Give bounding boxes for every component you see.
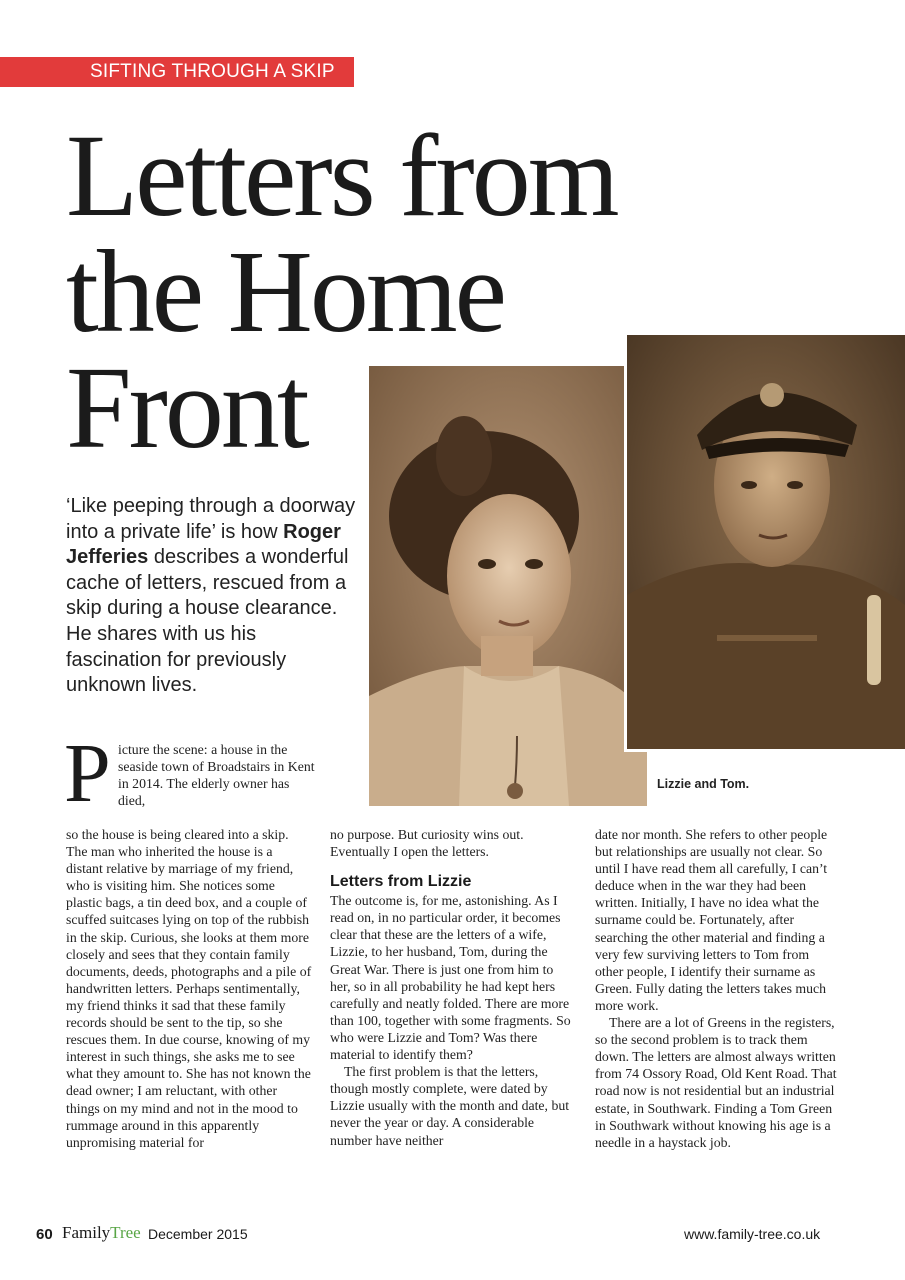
body-paragraph: no purpose. But curiosity wins out. Eventually I open the letters. xyxy=(330,827,524,860)
article-column-2 xyxy=(330,826,574,1149)
title-line-2: the Home xyxy=(66,226,505,357)
standfirst-text: ‘Like peeping through a doorway into a private life’ is how xyxy=(66,495,356,543)
tom-portrait-image xyxy=(627,335,905,749)
article-column-1 xyxy=(66,826,312,1151)
lead-text: icture the scene: a house in the seaside town of Broadstairs in Kent in 2014. The elderly owner has died, xyxy=(118,742,315,809)
body-paragraph: There are a lot of Greens in the registers, so the second problem is to track them down. The letters are almost always written from 74 Ossory Road, Old Kent Road. That road now is not residential but an industrial estate, in Southwark. Finding a Tom Green in Southwark without knowing his age is a needle in a haystack job. xyxy=(595,1015,837,1150)
body-paragraph: The outcome is, for me, astonishing. As I read on, in no particular order, it becomes clear that these are the letters of a wife, Lizzie, to her husband, Tom, during the Great War. There is just one from him to her, so in all probability he had kept hers carefully and neatly folded. There are more than 100, together with some fragments. So who were Lizzie and Tom? Was there material to identify them? xyxy=(330,893,571,1063)
title-line-3: Front xyxy=(66,342,307,473)
drop-cap: P xyxy=(64,727,111,820)
author-name: Roger Jefferies xyxy=(66,520,341,569)
photo-lizzie xyxy=(369,366,647,806)
lizzie-portrait-image xyxy=(369,366,647,806)
body-paragraph: The first problem is that the letters, though mostly complete, were dated by Lizzie usually with the month and date, but never the year or day. A considerable number have neither xyxy=(330,1064,570,1148)
magazine-logo xyxy=(62,1223,141,1243)
body-paragraph: date nor month. She refers to other people but relationships are usually not clear. So until I have read them all carefully, I can’t deduce when in the war they had been written. Initially, I have no idea what the surname could be. Fortunately, after searching the other material and finding a very few surviving letters to Tom from other people, I identify their surname as Green. Fully dating the letters takes much more work. xyxy=(595,827,828,1013)
standfirst xyxy=(66,494,356,699)
title-line-1: Letters from xyxy=(66,110,617,241)
page-number: 60 xyxy=(36,1226,53,1243)
issue-date: December 2015 xyxy=(148,1226,248,1242)
lead-paragraph xyxy=(118,741,318,809)
logo-tree: Tree xyxy=(110,1223,141,1242)
photo-caption: Lizzie and Tom. xyxy=(657,777,750,791)
body-paragraph: so the house is being cleared into a skip. The man who inherited the house is a distant relative by marriage of my friend, who is visiting him. She notices some plastic bags, a tin deed box, and a couple of scuffed suitcases lying on top of the rubbish in the skip. Curious, she looks at them more closely and sees that they contain family documents, deeds, photographs and a pile of handwritten letters. Perhaps sentimentally, my friend thinks it sad that these family records should be sent to the tip, so she rescues them. In due course, knowing of my interest in such things, she asks me to see what they amount to. She has not known the dead owner; I am reluctant, with other things on my mind and not in the mood to rummage around in this apparently unpromising material for xyxy=(66,827,312,1150)
article-column-3 xyxy=(595,826,840,1151)
website-url: www.family-tree.co.uk xyxy=(684,1226,821,1242)
standfirst-text-end: describes a wonderful cache of letters, rescued from a skip during a house clearance. He shares with us his fascination for previously unknown lives. xyxy=(66,546,349,697)
photo-tom xyxy=(624,335,905,752)
subheading: Letters from Lizzie xyxy=(330,873,472,891)
logo-family: Family xyxy=(62,1223,111,1242)
section-label: SIFTING THROUGH A SKIP xyxy=(90,61,335,82)
